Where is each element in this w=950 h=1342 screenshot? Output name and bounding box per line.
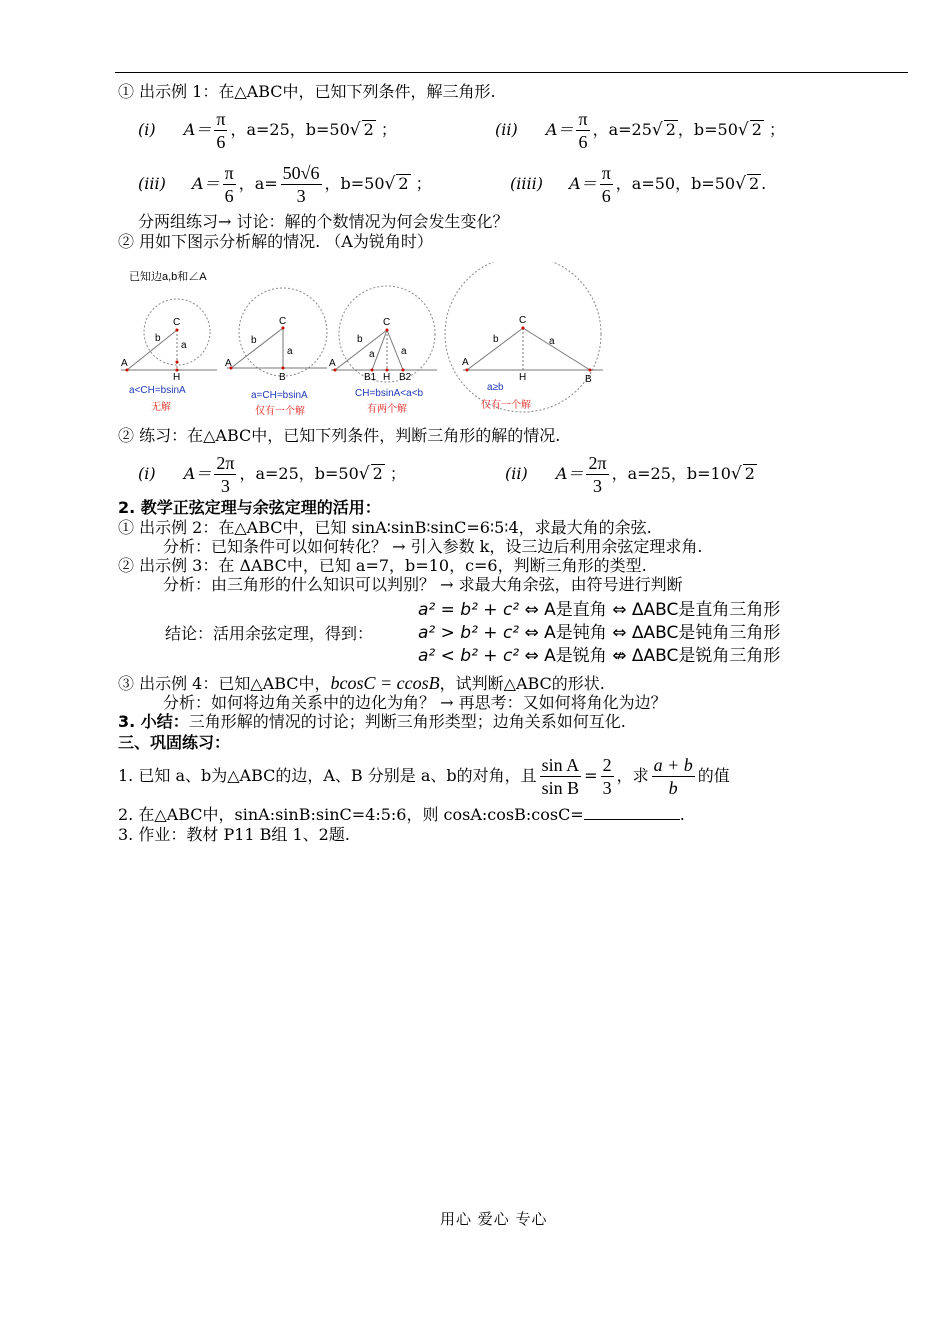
example1-case-ii: (ii) A＝ $\frac{\pi}{6}$ ，a=25√ 2 ，b=50√ 2 ； [495, 109, 786, 152]
svg-text:C: C [383, 317, 391, 328]
practice-case-ii: (ii) A＝ $\frac{2\pi}{3}$ ，a=25，b=10√ 2 [505, 453, 755, 496]
svg-text:B: B [279, 372, 286, 383]
svg-text:A: A [121, 358, 128, 369]
example1-case-i: (i) A＝ $\frac{\pi}{6}$ ，a=25，b=50√ 2 ； [138, 109, 397, 152]
exercise-1: 1. 已知 a、b为△ABC的边，A、B 分别是 a、b的对角，且 $\frac{\text{sin A}}{\text{sin B}}$ = $\frac{2}{3}$ ，求 $\frac{a + b}{b}$ 的值 [118, 755, 730, 798]
fraction: $\frac{a + b}{b}$ [653, 755, 693, 798]
svg-text:B: B [585, 374, 592, 385]
fraction: $\frac{\pi}{6}$ [216, 109, 226, 152]
svg-text:C: C [173, 317, 181, 328]
example3: ② 出示例 3：在 ΔABC中，已知 a=7，b=10，c=6，判断三角形的类型. [118, 556, 647, 575]
exercise-3: 3. 作业：教材 P11 B组 1、2题. [118, 825, 350, 844]
conclusion-3: a² < b² + c² ⇔ A是锐角 ⇎ ΔABC是锐角三角形 [418, 646, 781, 666]
fraction: $\frac{\pi}{6}$ [578, 109, 588, 152]
panel-3-result: 有两个解 [367, 404, 407, 415]
panel-2-condition: a=CH=bsinA [251, 390, 308, 401]
svg-text:C: C [279, 316, 287, 327]
svg-text:H: H [173, 372, 181, 383]
section2-heading: 2. 教学正弦定理与余弦定理的活用： [118, 498, 381, 517]
panel-4-result: 仅有一个解 [481, 400, 531, 411]
svg-text:b: b [251, 335, 257, 346]
example2: ① 出示例 2：在△ABC中，已知 sinA∶sinB∶sinC=6∶5∶4，求最大角的余弦. [118, 518, 652, 537]
conclusion-2: a² > b² + c² ⇔ A是钝角 ⇔ ΔABC是钝角三角形 [418, 623, 781, 643]
header-rule [115, 72, 908, 73]
panel-4-condition: a≥b [487, 382, 504, 393]
svg-text:A: A [225, 358, 232, 369]
svg-text:a: a [287, 346, 293, 357]
example4: ③ 出示例 4：已知△ABC中，bcosC = ccosB，试判断△ABC的形状. [118, 673, 605, 693]
conclusion-1: a² = b² + c² ⇔ A是直角 ⇔ ΔABC是直角三角形 [418, 600, 781, 620]
svg-text:b: b [357, 334, 363, 345]
panel-1-result: 无解 [151, 402, 171, 413]
svg-text:a: a [549, 336, 555, 347]
conclusion-label: 结论：活用余弦定理，得到： [165, 624, 374, 643]
panel-1-condition: a<CH=bsinA [129, 385, 186, 396]
svg-text:A: A [329, 358, 336, 369]
svg-text:C: C [519, 315, 527, 326]
example1-title: ① 出示例 1：在△ABC中，已知下列条件，解三角形. [118, 82, 496, 101]
svg-text:a: a [401, 346, 407, 357]
example2-analysis: 分析：已知条件可以如何转化？ → 引入参数 k，设三边后利用余弦定理求角. [163, 537, 703, 556]
exercise-2: 2. 在△ABC中，sinA:sinB:sinC=4:5:6，则 cosA:cosB:cosC= . [118, 805, 685, 824]
answer-blank[interactable] [584, 805, 680, 820]
fraction: $\frac{2\pi}{3}$ [588, 453, 607, 496]
svg-text:A: A [462, 357, 469, 368]
fraction: $\frac{50√6}{3}$ [282, 163, 320, 206]
fraction: $\frac{\pi}{6}$ [601, 163, 611, 206]
svg-text:H: H [383, 372, 391, 383]
example1-analysis: ② 用如下图示分析解的情况. （A为锐角时） [118, 232, 433, 251]
example1-discussion: 分两组练习→ 讨论：解的个数情况为何会发生变化？ [138, 212, 509, 231]
svg-text:b: b [155, 333, 161, 344]
svg-text:B1: B1 [364, 372, 377, 383]
summary: 3. 小结：三角形解的情况的讨论；判断三角形类型；边角关系如何互化. [118, 712, 626, 731]
page-footer: 用心 爱心 专心 [440, 1210, 548, 1228]
fraction: $\frac{2\pi}{3}$ [216, 453, 235, 496]
figure-heading: 已知边a,b和∠A [129, 271, 207, 283]
panel-3-condition: CH=bsinA<a<b [355, 388, 424, 399]
triangle-solution-figure [115, 262, 615, 422]
fraction: $\frac{\text{sin A}}{\text{sin B}}$ [541, 755, 580, 798]
svg-text:B2: B2 [399, 372, 412, 383]
example1-case-iiii: (iiii) A＝ $\frac{\pi}{6}$ ，a=50，b=50√ 2 . [510, 163, 767, 206]
panel-2-result: 仅有一个解 [255, 406, 305, 417]
practice-title: ② 练习：在△ABC中，已知下列条件，判断三角形的解的情况. [118, 426, 561, 445]
svg-text:a: a [369, 349, 375, 360]
fraction: $\frac{2}{3}$ [602, 755, 612, 798]
svg-text:H: H [519, 372, 527, 383]
svg-text:b: b [493, 334, 499, 345]
svg-text:a: a [181, 340, 187, 351]
fraction: $\frac{\pi}{6}$ [224, 163, 234, 206]
example4-analysis: 分析：如何将边角关系中的边化为角？ → 再思考：又如何将角化为边？ [163, 693, 667, 712]
example1-case-iii: (iii) A＝ $\frac{\pi}{6}$ ，a= $\frac{50√6}{3}$ ，b=50√ 2 ； [138, 163, 432, 206]
section3-heading: 三、巩固练习： [118, 733, 231, 752]
example3-analysis: 分析：由三角形的什么知识可以判别？ → 求最大角余弦，由符号进行判断 [163, 575, 683, 594]
practice-case-i: (i) A＝ $\frac{2\pi}{3}$ ，a=25，b=50√ 2 ； [138, 453, 406, 496]
